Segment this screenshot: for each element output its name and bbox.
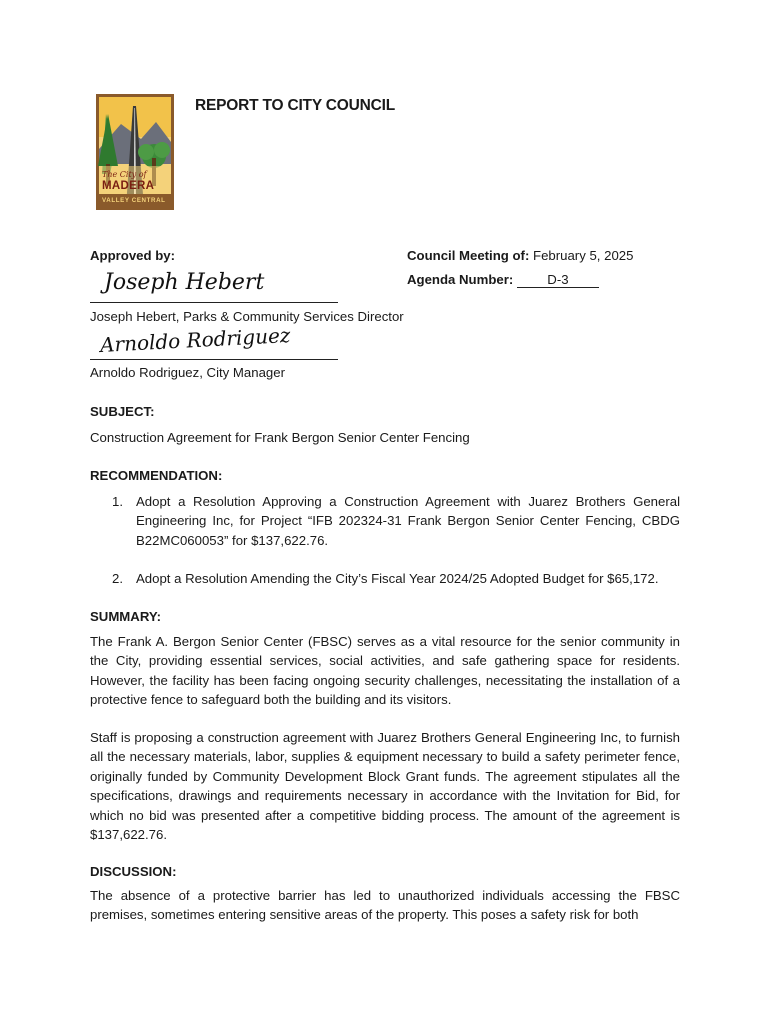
summary-heading: SUMMARY: bbox=[90, 609, 162, 624]
signature-joseph-hebert: Joseph Hebert bbox=[104, 270, 265, 295]
council-meeting-label: Council Meeting of: bbox=[407, 248, 530, 263]
signature-arnoldo-rodriguez: Arnoldo Rodriguez bbox=[99, 323, 291, 357]
recommendation-list bbox=[90, 492, 680, 589]
summary-paragraph-1: The Frank A. Bergon Senior Center (FBSC) serves as a vital resource for the senior community in the City, providing essential services, social activities, and safe gathering space for residents. However, the facility has been facing ongoing security challenges, necessitating the installation of a protective fence to safeguard both the building and its visitors. bbox=[90, 634, 680, 708]
signatory-1-name: Joseph Hebert, Parks & Community Services Director bbox=[90, 309, 404, 324]
signatory-2-name: Arnoldo Rodriguez, City Manager bbox=[90, 365, 285, 380]
recommendation-number: 1. bbox=[112, 494, 123, 509]
recommendation-text: Adopt a Resolution Approving a Construction Agreement with Juarez Brothers General Engineering Inc, for Project “IFB 202324-31 Frank Bergon Senior Center Fencing, CBDG B22MC060053” for $137,622.76. bbox=[136, 494, 680, 548]
discussion-heading: DISCUSSION: bbox=[90, 864, 177, 879]
city-of-madera-logo bbox=[96, 94, 174, 210]
subject-text: Construction Agreement for Frank Bergon Senior Center Fencing bbox=[90, 430, 470, 445]
recommendation-heading: RECOMMENDATION: bbox=[90, 468, 223, 483]
report-title: REPORT TO CITY COUNCIL bbox=[195, 97, 395, 114]
recommendation-item bbox=[90, 569, 680, 588]
agenda-number-value: D-3 bbox=[517, 273, 599, 288]
recommendation-text: Adopt a Resolution Amending the City’s Fiscal Year 2024/25 Adopted Budget for $65,172. bbox=[136, 571, 659, 587]
council-meeting-line bbox=[407, 246, 633, 265]
logo-text-line3: VALLEY CENTRAL bbox=[102, 197, 166, 204]
subject-heading: SUBJECT: bbox=[90, 404, 155, 419]
recommendation-number: 2. bbox=[112, 571, 123, 587]
discussion-paragraph-1: The absence of a protective barrier has led to unauthorized individuals accessing the FBSC premises, sometimes entering sensitive areas of the property. This poses a safety risk for both bbox=[90, 888, 680, 923]
agenda-number-line bbox=[407, 270, 599, 289]
signature-line-2 bbox=[90, 359, 338, 360]
logo-graphic bbox=[96, 94, 174, 210]
agenda-number-label: Agenda Number: bbox=[407, 272, 514, 287]
recommendation-item bbox=[90, 492, 680, 550]
council-meeting-date: February 5, 2025 bbox=[533, 248, 634, 263]
summary-paragraph-2: Staff is proposing a construction agreement with Juarez Brothers General Engineering Inc, to furnish all the necessary materials, labor, supplies & equipment necessary to build a safety perimeter fence, originally funded by Community Development Block Grant funds. The agreement stipulates all the specifications, drawings and requirements necessary in accordance with the Invitation for Bid, for which no bid was presented after a competitive bidding process. The amount of the agreement is $137,622.76. bbox=[90, 730, 680, 843]
logo-text-line2: MADERA bbox=[102, 180, 155, 192]
logo-text-line1: The City of bbox=[102, 170, 147, 179]
approved-by-label: Approved by: bbox=[90, 248, 175, 263]
signature-line-1 bbox=[90, 302, 338, 303]
